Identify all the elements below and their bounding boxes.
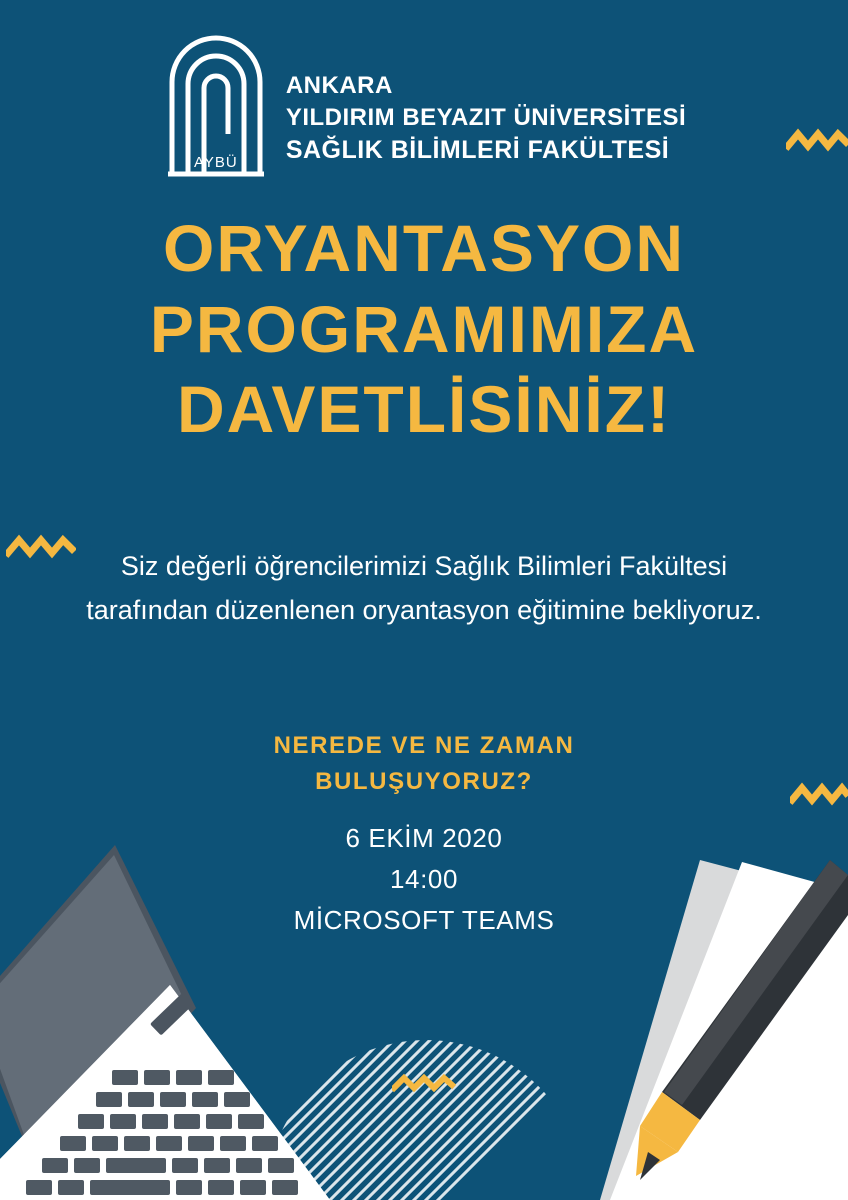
- zigzag-decoration-bottom-center: [392, 1072, 456, 1096]
- zigzag-decoration-mid-left: [6, 533, 76, 561]
- poster-body-text: Siz değerli öğrencilerimizi Sağlık Bilimleri Fakültesi tarafından düzenlenen oryantasyon eğitimine bekliyoruz.: [86, 551, 762, 625]
- poster-question: [0, 728, 848, 800]
- university-line-2: YILDIRIM BEYAZIT ÜNİVERSİTESİ: [285, 104, 687, 132]
- headline-line-2: PROGRAMIMIZA: [149, 291, 699, 366]
- event-date: 6 EKİM 2020: [345, 823, 503, 853]
- headline-line-3: DAVETLİSİNİZ!: [176, 372, 672, 447]
- event-platform: MİCROSOFT TEAMS: [293, 905, 555, 936]
- poster-headline: [0, 208, 848, 450]
- faculty-line: SAĞLIK BİLİMLERİ FAKÜLTESİ: [285, 136, 670, 165]
- question-line-2: BULUŞUYORUZ?: [315, 768, 533, 795]
- event-details: [0, 818, 848, 941]
- question-line-1: NEREDE VE NE ZAMAN: [273, 732, 575, 759]
- university-line-1: ANKARA: [285, 72, 393, 99]
- university-name-block: [286, 22, 686, 168]
- logo-abbreviation: AYBÜ: [193, 154, 238, 171]
- university-header: [0, 22, 848, 182]
- aybu-logo-icon: [162, 22, 270, 182]
- event-time: 14:00: [389, 864, 459, 895]
- headline-line-1: ORYANTASYON: [163, 211, 685, 285]
